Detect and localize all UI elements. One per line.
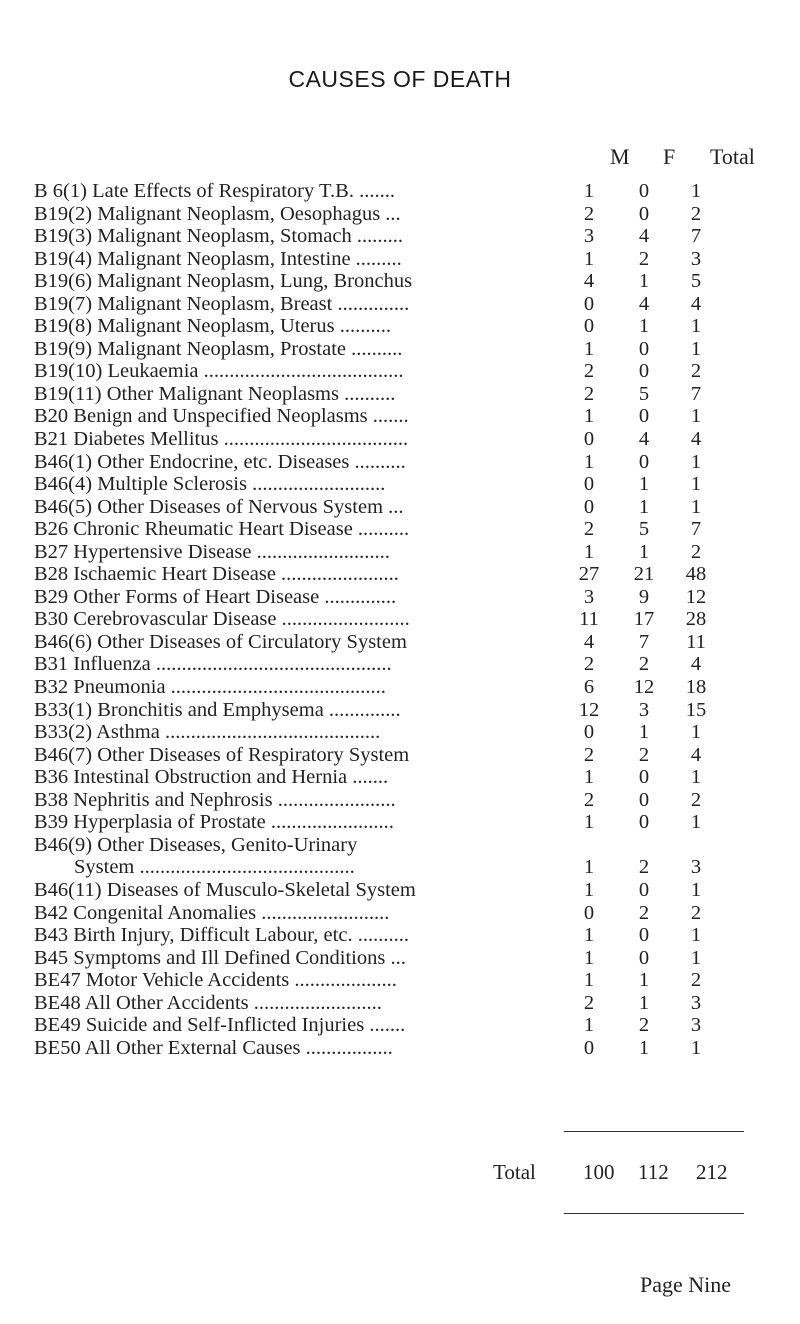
male-count: 0 xyxy=(583,473,595,496)
male-count: 1 xyxy=(583,946,595,969)
cause-label-text: B19(8) Malignant Neoplasm, Uterus .......... xyxy=(34,315,391,338)
table-row xyxy=(34,563,764,586)
table-row xyxy=(34,518,764,541)
cause-label-text: BE47 Motor Vehicle Accidents .................... xyxy=(34,969,397,992)
table-row xyxy=(34,586,764,609)
female-count: 0 xyxy=(638,180,650,202)
cause-label-text: B46(1) Other Endocrine, etc. Diseases .......... xyxy=(34,450,406,473)
table-row xyxy=(34,405,764,428)
male-count: 0 xyxy=(583,901,595,924)
male-count: 1 xyxy=(583,450,595,473)
cause-label-text: B46(11) Diseases of Musculo-Skeletal System xyxy=(34,878,416,901)
male-count: 1 xyxy=(583,247,595,270)
female-count: 0 xyxy=(638,337,650,360)
female-count: 1 xyxy=(638,1036,650,1059)
cause-label xyxy=(34,969,544,992)
total-count: 1 xyxy=(690,721,702,744)
female-count: 0 xyxy=(638,360,650,383)
table-row xyxy=(34,383,764,406)
cause-label xyxy=(34,1014,544,1037)
female-count: 4 xyxy=(638,428,650,451)
table-row xyxy=(34,924,764,947)
table-row xyxy=(34,789,764,812)
table-row xyxy=(34,744,764,767)
cause-label xyxy=(34,676,544,699)
female-count: 17 xyxy=(633,608,655,631)
male-count: 1 xyxy=(583,878,595,901)
cause-label-text: B31 Influenza .............................................. xyxy=(34,653,392,676)
female-count: 5 xyxy=(638,382,650,405)
total-count: 1 xyxy=(690,473,702,496)
cause-label-text: BE50 All Other External Causes ................. xyxy=(34,1036,393,1059)
total-count: 15 xyxy=(685,698,707,721)
cause-label-text: B19(4) Malignant Neoplasm, Intestine ......... xyxy=(34,247,402,270)
cause-label xyxy=(34,338,544,361)
male-count: 11 xyxy=(579,608,599,631)
female-count: 0 xyxy=(638,878,650,901)
female-count: 1 xyxy=(638,315,650,338)
female-count: 1 xyxy=(638,991,650,1014)
table-row xyxy=(34,496,764,519)
cause-label xyxy=(34,834,544,879)
cause-label-text: B46(7) Other Diseases of Respiratory System xyxy=(34,743,410,766)
cause-label-text: BE49 Suicide and Self-Inflicted Injuries ....... xyxy=(34,1014,406,1037)
female-count: 0 xyxy=(638,450,650,473)
female-count: 21 xyxy=(633,563,655,586)
female-count: 1 xyxy=(638,721,650,744)
male-count: 2 xyxy=(583,653,595,676)
table-row xyxy=(34,947,764,970)
total-count: 1 xyxy=(690,337,702,360)
total-count: 4 xyxy=(690,292,702,315)
male-count: 2 xyxy=(583,202,595,225)
male-count: 3 xyxy=(583,585,595,608)
female-count: 0 xyxy=(638,924,650,947)
cause-label xyxy=(34,766,544,789)
cause-label-text: B46(5) Other Diseases of Nervous System ... xyxy=(34,495,404,518)
cause-label-text: B38 Nephritis and Nephrosis ....................... xyxy=(34,788,396,811)
cause-label-text: B19(2) Malignant Neoplasm, Oesophagus ... xyxy=(34,202,401,225)
total-count: 2 xyxy=(690,202,702,225)
table-row xyxy=(34,879,764,902)
female-count: 3 xyxy=(638,698,650,721)
total-count: 1 xyxy=(690,878,702,901)
page-title: CAUSES OF DEATH xyxy=(288,66,512,92)
table-row xyxy=(34,902,764,925)
male-count: 4 xyxy=(583,630,595,653)
cause-label xyxy=(34,428,544,451)
male-count: 0 xyxy=(583,315,595,338)
female-count: 0 xyxy=(638,946,650,969)
table-row xyxy=(34,248,764,271)
male-count: 1 xyxy=(583,924,595,947)
cause-label xyxy=(34,699,544,722)
cause-label xyxy=(34,451,544,474)
cause-label xyxy=(34,270,544,293)
female-count: 0 xyxy=(638,788,650,811)
total-count: 1 xyxy=(690,405,702,428)
total-count: 7 xyxy=(690,225,702,248)
female-count: 2 xyxy=(638,247,650,270)
cause-label xyxy=(34,586,544,609)
cause-label-text: B46(9) Other Diseases, Genito-Urinary xyxy=(34,833,358,856)
cause-label xyxy=(34,293,544,316)
page-footer: Page Nine xyxy=(640,1272,732,1297)
female-count: 7 xyxy=(638,630,650,653)
cause-label-text: B27 Hypertensive Disease .......................... xyxy=(34,540,390,563)
total-count: 2 xyxy=(690,360,702,383)
table-row xyxy=(34,293,764,316)
table-row xyxy=(34,428,764,451)
table-row xyxy=(34,203,764,226)
male-count: 2 xyxy=(583,743,595,766)
male-count: 1 xyxy=(583,856,595,879)
cause-label-text: B21 Diabetes Mellitus .................................... xyxy=(34,428,409,451)
cause-label xyxy=(34,203,544,226)
table-row xyxy=(34,811,764,834)
table-row xyxy=(34,338,764,361)
table-row xyxy=(34,473,764,496)
total-m: 100 xyxy=(583,1160,615,1184)
male-count: 6 xyxy=(583,676,595,699)
table-row xyxy=(34,969,764,992)
female-count: 0 xyxy=(638,202,650,225)
causes-table xyxy=(34,180,764,1059)
cause-label-text: B30 Cerebrovascular Disease ......................... xyxy=(34,608,410,631)
total-count: 2 xyxy=(690,540,702,563)
cause-label xyxy=(34,1037,544,1060)
male-count: 1 xyxy=(583,969,595,992)
female-count: 2 xyxy=(638,856,650,879)
cause-label-text: B36 Intestinal Obstruction and Hernia ....... xyxy=(34,766,389,789)
total-count: 4 xyxy=(690,428,702,451)
cause-label-text: B19(6) Malignant Neoplasm, Lung, Bronchus xyxy=(34,270,413,293)
female-count: 5 xyxy=(638,518,650,541)
cause-label xyxy=(34,902,544,925)
cause-label xyxy=(34,473,544,496)
male-count: 2 xyxy=(583,518,595,541)
total-count: 1 xyxy=(690,450,702,473)
female-count: 1 xyxy=(638,540,650,563)
cause-label-text: B46(4) Multiple Sclerosis .......................... xyxy=(34,473,386,496)
cause-label-text: B 6(1) Late Effects of Respiratory T.B. ....... xyxy=(34,180,395,202)
total-count: 5 xyxy=(690,270,702,293)
cause-label xyxy=(34,811,544,834)
male-count: 1 xyxy=(583,766,595,789)
table-row xyxy=(34,451,764,474)
cause-label-text: B19(10) Leukaemia ....................................... xyxy=(34,360,404,383)
female-count: 2 xyxy=(638,743,650,766)
total-count: 2 xyxy=(690,901,702,924)
total-label: Total xyxy=(493,1160,536,1184)
total-count: 28 xyxy=(685,608,707,631)
table-row xyxy=(34,608,764,631)
female-count: 12 xyxy=(633,676,655,699)
table-row xyxy=(34,1037,764,1060)
total-count: 1 xyxy=(690,766,702,789)
total-count: 1 xyxy=(690,1036,702,1059)
column-header-m: M xyxy=(610,144,630,169)
total-f: 112 xyxy=(638,1160,669,1184)
total-count: 1 xyxy=(690,180,702,202)
total-count: 7 xyxy=(690,382,702,405)
total-count: 4 xyxy=(690,743,702,766)
cause-label-text: B19(11) Other Malignant Neoplasms .......... xyxy=(34,382,396,405)
total-count: 1 xyxy=(690,946,702,969)
male-count: 0 xyxy=(583,428,595,451)
total-count: 1 xyxy=(690,924,702,947)
column-header-f: F xyxy=(663,144,676,169)
male-count: 2 xyxy=(583,360,595,383)
cause-label xyxy=(34,315,544,338)
total-count: 18 xyxy=(685,676,707,699)
cause-label xyxy=(34,947,544,970)
table-row xyxy=(34,225,764,248)
female-count: 1 xyxy=(638,473,650,496)
male-count: 1 xyxy=(583,811,595,834)
total-count: 2 xyxy=(690,788,702,811)
cause-label-text: B42 Congenital Anomalies ......................... xyxy=(34,901,390,924)
female-count: 1 xyxy=(638,270,650,293)
total-count: 3 xyxy=(690,856,702,879)
cause-label xyxy=(34,563,544,586)
cause-label xyxy=(34,541,544,564)
male-count: 1 xyxy=(583,180,595,202)
cause-label xyxy=(34,225,544,248)
cause-label xyxy=(34,608,544,631)
table-row xyxy=(34,631,764,654)
total-count: 1 xyxy=(690,811,702,834)
male-count: 1 xyxy=(583,405,595,428)
male-count: 12 xyxy=(578,698,600,721)
cause-label-text: BE48 All Other Accidents ......................... xyxy=(34,991,382,1014)
cause-label xyxy=(34,496,544,519)
cause-label-text: B32 Pneumonia .......................................... xyxy=(34,676,386,699)
total-count: 1 xyxy=(690,315,702,338)
male-count: 27 xyxy=(578,563,600,586)
total-count: 4 xyxy=(690,653,702,676)
total-count: 7 xyxy=(690,518,702,541)
table-row xyxy=(34,992,764,1015)
cause-label-text: B46(6) Other Diseases of Circulatory System xyxy=(34,630,407,653)
male-count: 0 xyxy=(583,721,595,744)
table-row xyxy=(34,315,764,338)
cause-label-text: B39 Hyperplasia of Prostate ........................ xyxy=(34,811,394,834)
cause-label-text: B33(2) Asthma .......................................... xyxy=(34,721,381,744)
cause-label xyxy=(34,248,544,271)
cause-label xyxy=(34,992,544,1015)
cause-label xyxy=(34,518,544,541)
male-count: 1 xyxy=(583,337,595,360)
male-count: 2 xyxy=(583,382,595,405)
cause-label xyxy=(34,383,544,406)
total-count: 2 xyxy=(690,969,702,992)
cause-label xyxy=(34,631,544,654)
total-rule-bottom xyxy=(564,1213,744,1214)
total-count: 1 xyxy=(690,495,702,518)
female-count: 9 xyxy=(638,585,650,608)
female-count: 2 xyxy=(638,901,650,924)
female-count: 0 xyxy=(638,766,650,789)
male-count: 2 xyxy=(583,788,595,811)
table-row xyxy=(34,270,764,293)
total-rule-top xyxy=(564,1131,744,1132)
table-row xyxy=(34,541,764,564)
cause-label-text: B45 Symptoms and Ill Defined Conditions ... xyxy=(34,946,406,969)
male-count: 4 xyxy=(583,270,595,293)
total-count: 11 xyxy=(686,630,706,653)
cause-label xyxy=(34,405,544,428)
female-count: 1 xyxy=(638,969,650,992)
cause-label xyxy=(34,789,544,812)
cause-label xyxy=(34,653,544,676)
male-count: 0 xyxy=(583,292,595,315)
total-count: 3 xyxy=(690,991,702,1014)
cause-label-text: B28 Ischaemic Heart Disease ....................... xyxy=(34,563,399,586)
male-count: 3 xyxy=(583,225,595,248)
male-count: 1 xyxy=(583,540,595,563)
table-row xyxy=(34,653,764,676)
cause-label xyxy=(34,744,544,767)
female-count: 2 xyxy=(638,1014,650,1037)
total-count: 3 xyxy=(690,247,702,270)
female-count: 0 xyxy=(638,405,650,428)
cause-label xyxy=(34,721,544,744)
total-total: 212 xyxy=(696,1160,728,1184)
cause-label-text: B19(7) Malignant Neoplasm, Breast .............. xyxy=(34,292,410,315)
cause-label-text: B20 Benign and Unspecified Neoplasms ....... xyxy=(34,405,409,428)
table-row xyxy=(34,360,764,383)
cause-label-text: B33(1) Bronchitis and Emphysema .............. xyxy=(34,698,401,721)
table-row xyxy=(34,766,764,789)
total-count: 3 xyxy=(690,1014,702,1037)
table-row xyxy=(34,699,764,722)
total-count: 12 xyxy=(685,585,707,608)
cause-label-text: B26 Chronic Rheumatic Heart Disease .......... xyxy=(34,518,410,541)
cause-label xyxy=(34,924,544,947)
cause-label xyxy=(34,879,544,902)
table-row xyxy=(34,676,764,699)
male-count: 0 xyxy=(583,1036,595,1059)
cause-label xyxy=(34,180,544,203)
table-row xyxy=(34,721,764,744)
cause-label-text: B29 Other Forms of Heart Disease .............. xyxy=(34,585,397,608)
female-count: 0 xyxy=(638,811,650,834)
table-row xyxy=(34,834,764,879)
cause-label-text: B43 Birth Injury, Difficult Labour, etc. .......... xyxy=(34,924,409,947)
cause-label xyxy=(34,360,544,383)
female-count: 1 xyxy=(638,495,650,518)
male-count: 2 xyxy=(583,991,595,1014)
male-count: 0 xyxy=(583,495,595,518)
female-count: 4 xyxy=(638,225,650,248)
cause-label-continuation: System .......................................... xyxy=(74,856,355,879)
table-row xyxy=(34,1014,764,1037)
female-count: 4 xyxy=(638,292,650,315)
total-count: 48 xyxy=(685,563,707,586)
cause-label-text: B19(9) Malignant Neoplasm, Prostate .......... xyxy=(34,337,403,360)
female-count: 2 xyxy=(638,653,650,676)
cause-label-text: B19(3) Malignant Neoplasm, Stomach ......... xyxy=(34,225,403,248)
column-header-total: Total xyxy=(710,144,755,169)
male-count: 1 xyxy=(583,1014,595,1037)
table-row xyxy=(34,180,764,203)
